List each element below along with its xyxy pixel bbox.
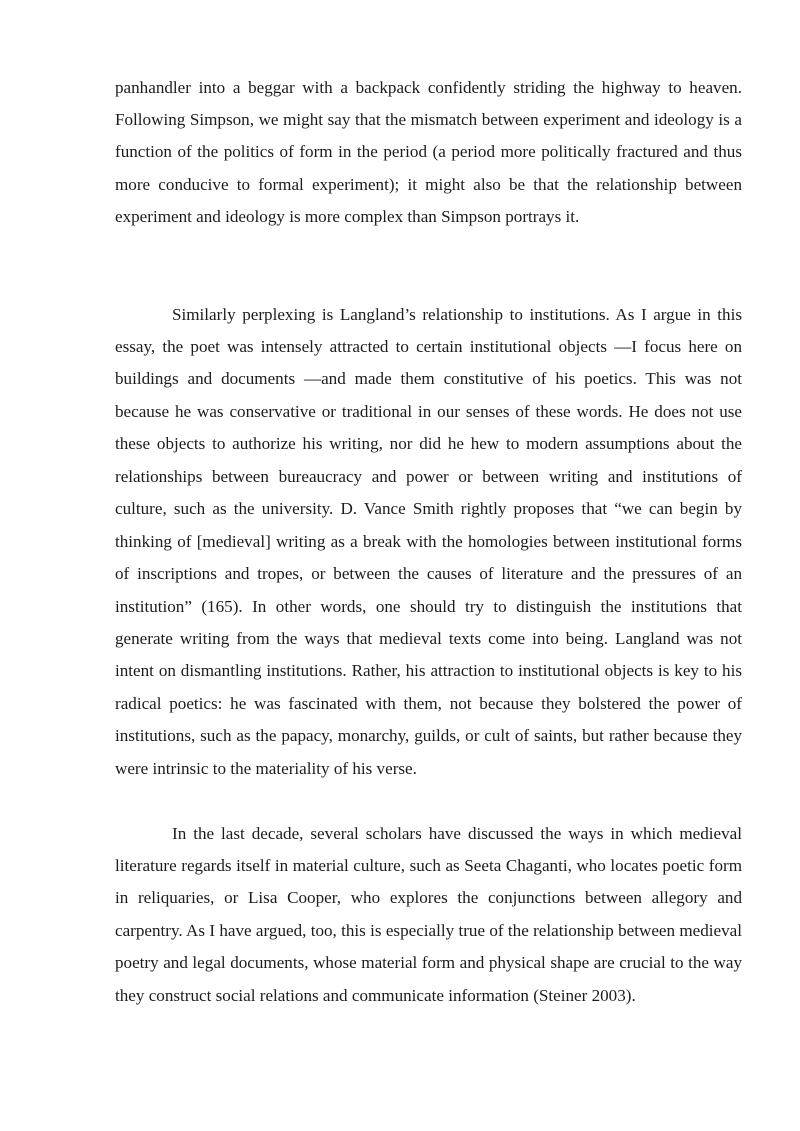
body-text-column xyxy=(115,818,742,1013)
paragraph-material-culture: In the last decade, several scholars have discussed the ways in which medieval literature regards itself in material culture, such as Seeta Chaganti, who locates poetic form in reliquaries, or Lisa Cooper, who explores the conjunctions between allegory and carpentry. As I have argued, too, this is especially true of the relationship between medieval poetry and legal documents, whose material form and physical shape are crucial to the way they construct social relations and communicate information (Steiner 2003). xyxy=(115,823,742,1005)
body-text-column xyxy=(115,72,742,234)
paragraph-institutions: Similarly perplexing is Langland’s relationship to institutions. As I argue in this essay, the poet was intensely attracted to certain institutional objects —I focus here on buildings and documents —and made them constitutive of his poetics. This was not because he was conservative or traditional in our senses of these words. He does not use these objects to authorize his writing, nor did he hew to modern assumptions about the relationships between bureaucracy and power or between writing and institutions of culture, such as the university. D. Vance Smith rightly proposes that “we can begin by thinking of [medieval] writing as a break with the homologies between institutional forms of inscriptions and tropes, or between the causes of literature and the pressures of an institution” (165). In other words, one should try to distinguish the institutions that generate writing from the ways that medieval texts come into being. Langland was not intent on dismantling institutions. Rather, his attraction to institutional objects is key to his radical poetics: he was fascinated with them, not because they bolstered the power of institutions, such as the papacy, monarchy, guilds, or cult of saints, but rather because they were intrinsic to the materiality of his verse. xyxy=(115,304,742,778)
body-text-column xyxy=(115,299,742,786)
paragraph-continued: panhandler into a beggar with a backpack confidently striding the highway to heaven. Following Simpson, we might say that the mismatch between experiment and ideology is a function of the politics of form in the period (a period more politically fractured and thus more conducive to formal experiment); it might also be that the relationship between experiment and ideology is more complex than Simpson portrays it. xyxy=(115,77,742,227)
